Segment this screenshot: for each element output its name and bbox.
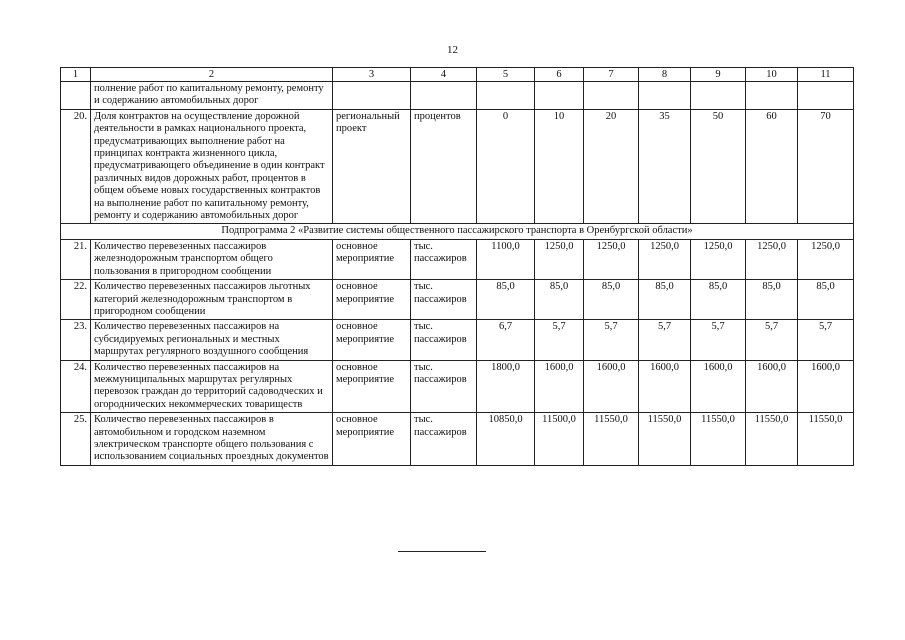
col-header: 10 — [746, 68, 798, 82]
value-cell: 6,7 — [477, 320, 535, 360]
value-cell: 11550,0 — [798, 413, 854, 466]
page-number: 12 — [447, 44, 458, 56]
value-cell: 10850,0 — [477, 413, 535, 466]
indicator-name: Количество перевезенных пассажиров льготных категорий железнодорожным транспортом в пригородном сообщении — [91, 280, 333, 320]
value-cell: 85,0 — [535, 280, 584, 320]
indicators-table — [60, 67, 854, 466]
value-cell: 1600,0 — [584, 360, 639, 413]
value-cell: 10 — [535, 109, 584, 224]
indicator-name: Количество перевезенных пассажиров на межмуниципальных маршрутах регулярных перевозок граждан до территорий садоводческих и огороднических некоммерческих товариществ — [91, 360, 333, 413]
value-cell: 11550,0 — [639, 413, 691, 466]
indicator-name: Количество перевезенных пассажиров в автомобильном и городском наземном электрическом транспорте общего пользования с использованием социальных проездных документов — [91, 413, 333, 466]
value-cell: 85,0 — [746, 280, 798, 320]
unit: тыс. пассажиров — [411, 239, 477, 279]
continuation-row — [61, 82, 854, 110]
value-cell: 5,7 — [746, 320, 798, 360]
value-cell: 70 — [798, 109, 854, 224]
row-number: 20. — [61, 109, 91, 224]
value-cell — [746, 82, 798, 110]
col-header: 3 — [333, 68, 411, 82]
row-number: 21. — [61, 239, 91, 279]
unit: процентов — [411, 109, 477, 224]
value-cell: 1600,0 — [798, 360, 854, 413]
col-header: 2 — [91, 68, 333, 82]
unit: тыс. пассажиров — [411, 320, 477, 360]
measure-type — [333, 82, 411, 110]
col-header: 11 — [798, 68, 854, 82]
value-cell: 85,0 — [584, 280, 639, 320]
value-cell — [691, 82, 746, 110]
value-cell: 5,7 — [639, 320, 691, 360]
value-cell: 1600,0 — [691, 360, 746, 413]
value-cell: 5,7 — [584, 320, 639, 360]
value-cell — [535, 82, 584, 110]
value-cell: 11550,0 — [691, 413, 746, 466]
unit: тыс. пассажиров — [411, 413, 477, 466]
col-header: 8 — [639, 68, 691, 82]
value-cell: 85,0 — [691, 280, 746, 320]
value-cell: 1800,0 — [477, 360, 535, 413]
value-cell: 11550,0 — [584, 413, 639, 466]
value-cell: 1250,0 — [535, 239, 584, 279]
table-body — [61, 68, 854, 466]
unit: тыс. пассажиров — [411, 280, 477, 320]
measure-type: основное мероприятие — [333, 320, 411, 360]
column-numbers-row — [61, 68, 854, 82]
row-number: 24. — [61, 360, 91, 413]
value-cell: 0 — [477, 109, 535, 224]
value-cell: 5,7 — [798, 320, 854, 360]
col-header: 4 — [411, 68, 477, 82]
table-row — [61, 413, 854, 466]
value-cell: 1600,0 — [639, 360, 691, 413]
value-cell: 1250,0 — [746, 239, 798, 279]
table-row — [61, 320, 854, 360]
measure-type: основное мероприятие — [333, 360, 411, 413]
indicator-name: Количество перевезенных пассажиров железнодорожным транспортом общего пользования в пригородном сообщении — [91, 239, 333, 279]
value-cell: 50 — [691, 109, 746, 224]
value-cell — [798, 82, 854, 110]
unit — [411, 82, 477, 110]
value-cell: 1250,0 — [584, 239, 639, 279]
row-number: 23. — [61, 320, 91, 360]
unit: тыс. пассажиров — [411, 360, 477, 413]
value-cell: 1250,0 — [691, 239, 746, 279]
value-cell: 1250,0 — [639, 239, 691, 279]
value-cell: 85,0 — [798, 280, 854, 320]
indicator-name: Доля контрактов на осуществление дорожной деятельности в рамках национального проекта, предусматривающих выполнение работ на принципах контракта жизненного цикла, предусматривающего объединение в один контракт различных видов дорожных работ, процентов в общем объеме новых государственных контрактов на выполнение работ по капитальному ремонту, ремонту и содержанию автомобильных дорог — [91, 109, 333, 224]
measure-type: основное мероприятие — [333, 280, 411, 320]
col-header: 9 — [691, 68, 746, 82]
value-cell: 1250,0 — [798, 239, 854, 279]
value-cell: 20 — [584, 109, 639, 224]
subprogram-row — [61, 224, 854, 239]
value-cell: 1100,0 — [477, 239, 535, 279]
value-cell — [639, 82, 691, 110]
indicator-name: Количество перевезенных пассажиров на субсидируемых региональных и местных маршрутах регулярного воздушного сообщения — [91, 320, 333, 360]
value-cell: 11550,0 — [746, 413, 798, 466]
value-cell: 5,7 — [691, 320, 746, 360]
value-cell: 85,0 — [477, 280, 535, 320]
measure-type: основное мероприятие — [333, 239, 411, 279]
col-header: 6 — [535, 68, 584, 82]
value-cell — [584, 82, 639, 110]
table-row — [61, 360, 854, 413]
signature-separator-line — [398, 551, 486, 552]
col-header: 1 — [61, 68, 91, 82]
value-cell: 60 — [746, 109, 798, 224]
col-header: 5 — [477, 68, 535, 82]
subprogram-title: Подпрограмма 2 «Развитие системы общественного пассажирского транспорта в Оренбургской области» — [61, 224, 854, 239]
indicator-name: полнение работ по капитальному ремонту, ремонту и содержанию автомобильных дорог — [91, 82, 333, 110]
measure-type: основное мероприятие — [333, 413, 411, 466]
value-cell: 85,0 — [639, 280, 691, 320]
value-cell: 35 — [639, 109, 691, 224]
value-cell: 1600,0 — [535, 360, 584, 413]
row-number: 25. — [61, 413, 91, 466]
table-row — [61, 280, 854, 320]
measure-type: региональный проект — [333, 109, 411, 224]
value-cell: 11500,0 — [535, 413, 584, 466]
col-header: 7 — [584, 68, 639, 82]
value-cell: 1600,0 — [746, 360, 798, 413]
value-cell — [477, 82, 535, 110]
row-number: 22. — [61, 280, 91, 320]
table-row — [61, 239, 854, 279]
row-number — [61, 82, 91, 110]
table-row — [61, 109, 854, 224]
value-cell: 5,7 — [535, 320, 584, 360]
